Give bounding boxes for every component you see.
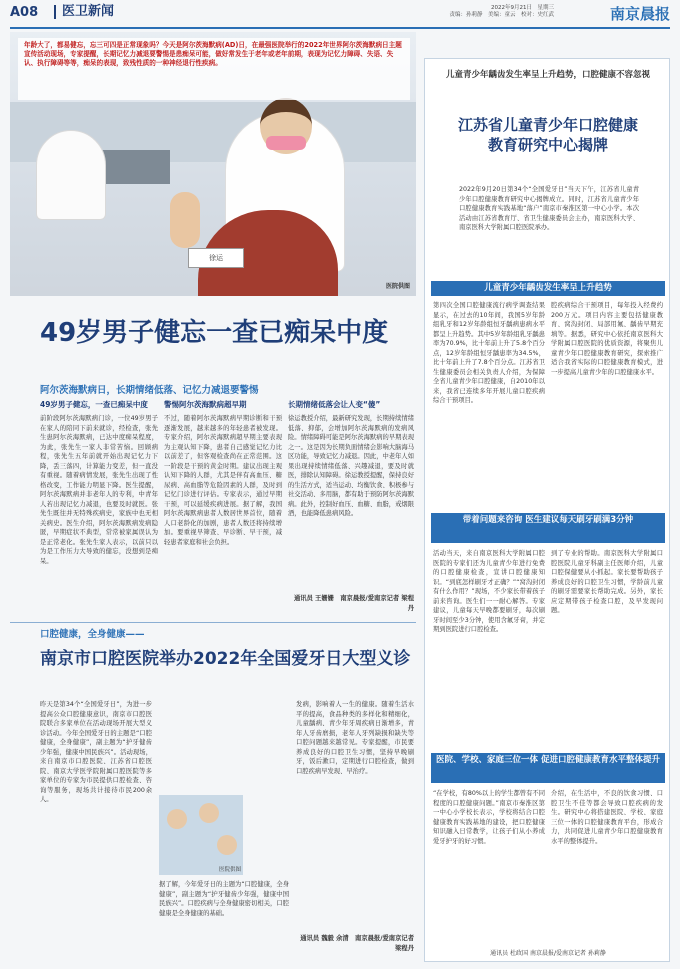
photo-credit: 医院供图 (218, 867, 241, 873)
article2-headline: 南京市口腔医院举办2022年全国爱牙日大型义诊 (40, 649, 411, 669)
main-photo (10, 32, 416, 296)
right-intro: 2022年9月20日第34个“全国爱牙日”当天下午，江苏省儿童青少年口腔健康教育研究中心揭牌成立。同时，江苏省儿童青少年口腔健康教育实践基地“落户”南京市秦淮区第一中心小学。本次活动由江苏省教育厅、省卫生健康委员会主办，南京医科大学、南京医科大学附属口腔医院承办。 (459, 186, 639, 231)
right-block3-col1: “在学校，有80%以上的学生都曾有不同程度的口腔健康问题。”南京市秦淮区第一中心小学校长表示，学校将结合口腔健康教育实践基地的建设，把口腔健康知识融入日常教学，让孩子们从小养成爱牙护牙的好习惯。 (433, 790, 545, 845)
article-subheadline: 阿尔茨海默病日，长期情绪低落、记忆力减退要警惕 (40, 385, 259, 396)
right-block1-col1: 第四次全国口腔健康流行病学调查结果显示，在过去的10年间，我国5岁年龄组乳牙和12岁年龄组恒牙龋病患病水平都呈上升趋势。其中5岁年龄组乳牙龋患率为70.9%，比十年前上升了5.8个百分点，12岁年龄组恒牙龋患率为34.5%，比十年前上升了7.8个百分点。江苏省卫生健康委员会相关负责人介绍，为保障全省儿童青少年口腔健康，自2010年以来，我省已连续多年开展儿童口腔疾病综合干预项目。 (433, 302, 545, 404)
photo-person-left (36, 130, 106, 220)
article2-column-3: 发病，影响着人一生的健康。随着生活水平的提高，食品种类的多样化和精细化，儿童龋病、青少年牙周疾病日渐增多，青年人牙齿磨损，老年人牙列缺损和缺失等口腔问题越来越常见。专家提醒，市民要养成良好的口腔卫生习惯，坚持早晚刷牙，饭后漱口，定期进行口腔检查，做到口腔疾病早发现、早治疗。 (296, 701, 414, 775)
photo-face (217, 835, 237, 855)
right-block2-col2: 到了专业的帮助。南京医科大学附属口腔医院儿童牙科副主任医师介绍，儿童口腔保健要从小抓起。家长要帮助孩子养成良好的口腔卫生习惯，学龄前儿童的刷牙需要家长帮助完成。另外，家长应定期带孩子检查口腔，及早发现问题。 (551, 550, 663, 614)
article-byline: 通讯员 王姗姗 南京晨报/爱南京记者 梁程丹 (293, 595, 414, 612)
photo-caption-text: 年龄大了，都易健忘，忘三可四是正常现象吗？今天是阿尔茨海默病(AD)日，在最强医院举行的2022年世界阿尔茨海默病日主题宣传活动现场，专家提醒，长期记忆力减退要警惕是患痴呆可能，做好常发生于老年或老年前期，表现为记忆力障碍、失语、失认、执行障碍等等，痴呆的表现，致残性质的一种神经退行性疾病。 (18, 38, 410, 100)
right-panel (424, 58, 670, 962)
column-text: 徐运教授介绍，最新研究发现，长期持续情绪低落、抑郁，会增加阿尔茨海默病的发病风险。情绪障碍可能是阿尔茨海默病的早期表现之一。这是因为长期负面情绪会影响大脑海马区功能，导致记忆力减退。因此，中老年人如果出现持续情绪低落、兴趣减退，要及时就医，排除认知障碍。徐运教授提醒，保持良好的生活方式，适当运动、均衡饮食、积极参与社交活动、多用脑，都有助于预防阿尔茨海默病。此外，控制好血压、血糖、血脂，戒烟限酒，也能降低患病风险。 (288, 415, 414, 517)
article2-photo (159, 795, 243, 875)
article2-byline: 通讯员 魏毅 余清 南京晨报/爱南京记者 梁程丹 (300, 935, 414, 952)
photo-cabinet (100, 150, 170, 184)
column-heading: 49岁男子健忘，一查已痴呆中度 (40, 400, 148, 409)
photo-nametag: 徐运 (188, 248, 244, 268)
photo-credit: 医院供图 (385, 283, 410, 290)
section-title: 医卫新闻 (54, 5, 114, 19)
right-block3-col2: 介绍，在生活中，不良的饮食习惯、口腔卫生不佳等都会导致口腔疾病的发生。研究中心将搭建医院、学校、家庭三位一体的口腔健康教育平台，形成合力，共同促进儿童青少年口腔健康教育水平的整体提升。 (551, 790, 663, 845)
column-text: 不过，随着阿尔茨海默病早期诊断和干预逐渐发展，越来越多的年轻患者被发现。专家介绍，阿尔茨海默病超早期主要表现为主观认知下降，患者自己感觉记忆力比以前差了，但客观检查尚在正常范围。这一阶段是干预的黄金时期。建议出现主观认知下降的人群，尤其是伴有高血压、糖尿病、高血脂等危险因素的人群，及时到记忆门诊进行评估。专家表示，通过早期干预，可以延缓疾病进展。据了解，我国阿尔茨海默病患者人数居世界首位，随着人口老龄化的加剧，患者人数还将持续增加。要重视早筛查、早诊断、早干预，减轻患者家庭和社会负担。 (164, 415, 282, 546)
article-column-3 (288, 400, 414, 590)
photo-face (167, 809, 187, 829)
column-text: 前阶段阿尔茨海默病门诊，一位49岁男子在家人的陪同下前来就诊，经检查，张先生患阿尔茨海默病，已达中度痴呆程度，为此，张先生一家人非常苦恼。回顾病程，张先生五年前就开始出现记忆力下降，丢三落四，计算能力变差，但一直没有重视。随着病情发展，张先生出现了性格改变，工作能力明显下降。医生提醒，阿尔茨海默病并非老年人的专利，中青年人若出现记忆力减退，也要及时就医。张先生既往并无特殊疾病史，家族中也无相关病史。医生介绍，阿尔茨海默病发病隐匿，早期症状不典型，常常被家属误认为是正常老化。张先生家人表示，以前只以为是工作压力大导致的健忘，没想到是痴呆。 (40, 415, 158, 565)
right-byline: 通讯员 杜政国 南京晨报/爱南京记者 孙莉静 (490, 950, 606, 957)
photo-doctor-mask (266, 136, 306, 150)
right-kicker: 儿童青少年龋齿发生率呈上升趋势，口腔健康不容忽视 (445, 70, 650, 80)
right-subhead-1: 儿童青少年龋齿发生率呈上升趋势 (431, 281, 665, 296)
photo-hand (170, 192, 200, 248)
right-headline: 江苏省儿童青少年口腔健康教育研究中心揭牌 (457, 116, 638, 154)
right-block2-col1: 活动当天，来自南京医科大学附属口腔医院的专家们还为儿童青少年进行免费的口腔健康检查，宣讲口腔健康知识。“到底怎样刷牙才正确？”“窝沟封闭有什么作用？”现场，不少家长带着孩子前来咨询。医生们一一耐心解答。专家建议，儿童每天早晚都要刷牙，每次刷牙时间至少3分钟，使用含氟牙膏，并定期到医院进行口腔检查。 (433, 550, 545, 633)
issue-meta (449, 5, 554, 19)
section-divider (10, 622, 416, 623)
column-heading: 长期情绪低落会让人变“傻” (288, 400, 381, 409)
issue-editors: 责编：孙莉静 美编：童云 校对：史红武 (449, 12, 554, 18)
article2-column-1: 昨天是第34个“全国爱牙日”，为进一步提高公众口腔健康意识，南京市口腔医院联合多家单位在活动现场开展大型义诊活动。今年全国爱牙日的主题是“口腔健康，全身健康”，副主题为“护牙健齿少年强，健康中国民族兴”。活动现场，来自南京市口腔医院、江苏省口腔医院、南京大学医学院附属口腔医院等多家单位的专家为市民提供口腔检查、咨询等服务，现场共计接待市民200余人。 (40, 701, 152, 803)
article2-subtitle: 口腔健康，全身健康—— (40, 629, 145, 640)
article2-column-2: 据了解，今年爱牙日的主题为“口腔健康，全身健康”，副主题为“护牙健齿少年强，健康中国民族兴”。口腔疾病与全身健康密切相关，口腔健康是全身健康的基础。 (159, 881, 289, 917)
article-column-2 (164, 400, 282, 616)
column-heading: 警惕阿尔茨海默病超早期 (164, 400, 247, 409)
newspaper-logo: 南京晨报 (609, 5, 670, 23)
issue-date: 2022年9月21日 星期三 (491, 5, 554, 11)
right-subhead-2: 带着问题来咨询 医生建议每天刷牙刷满3分钟 (431, 513, 665, 543)
article-headline: 49岁男子健忘一查已痴呆中度 (40, 318, 389, 348)
photo-face (199, 803, 219, 823)
page-number: A08 (10, 5, 39, 20)
page-header (10, 3, 670, 29)
right-block1-col2: 腔疾病综合干预项目，每年投入经费约200万元。项目内容主要包括健康教育、窝沟封闭、局部用氟、龋齿早期充填等。据悉，研究中心依托南京医科大学附属口腔医院的优质资源，将聚焦儿童青少年口腔健康教育研究，探索推广适合我省实际的口腔健康教育模式，进一步提高儿童青少年的口腔健康水平。 (551, 302, 663, 376)
right-subhead-3: 医院、学校、家庭三位一体 促进口腔健康教育水平整体提升 (431, 753, 665, 783)
article-column-1 (40, 400, 158, 616)
